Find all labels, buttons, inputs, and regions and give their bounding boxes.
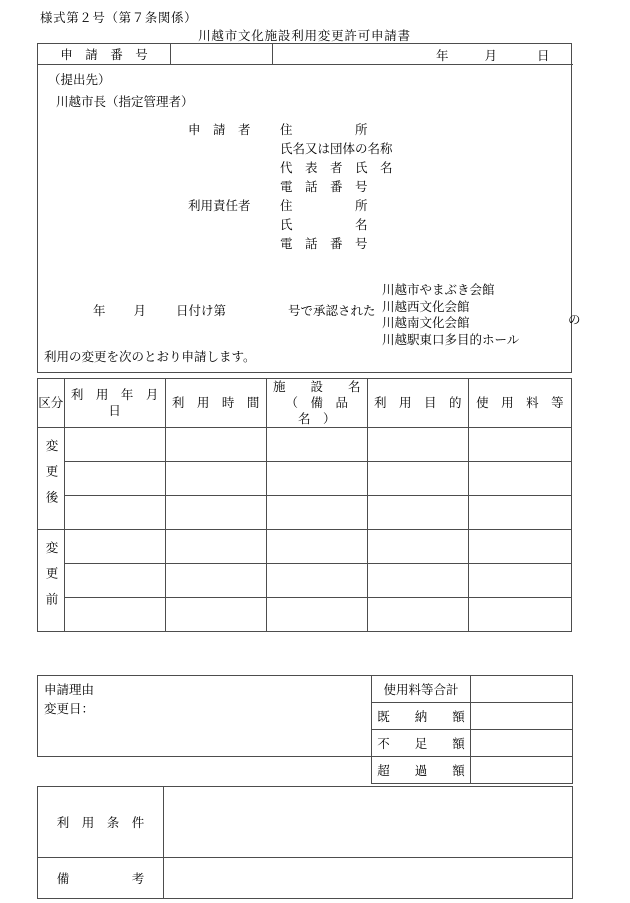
usage-conditions-label: 利 用 条 件	[38, 787, 164, 858]
cell-use-time[interactable]	[165, 598, 266, 632]
remarks-value[interactable]	[164, 858, 573, 899]
remarks-label: 備 考	[38, 858, 164, 899]
cell-use-date[interactable]	[64, 598, 165, 632]
document-title: 川越市文化施設利用変更許可申請書	[198, 28, 411, 43]
fee-value-excess[interactable]	[471, 757, 573, 784]
reason-row	[38, 676, 573, 703]
fee-label-shortfall: 不 足 額	[372, 730, 471, 757]
manager-name-row	[188, 215, 405, 234]
cell-use-date[interactable]	[64, 462, 165, 496]
table-row	[38, 462, 572, 496]
facility-item-1: 川越西文化会館	[382, 298, 470, 314]
approval-year-label: 年	[93, 303, 106, 318]
fee-label-excess: 超 過 額	[372, 757, 471, 784]
cell-facility[interactable]	[266, 428, 367, 462]
manager-name-label: 氏 名	[280, 217, 368, 232]
cell-use-date[interactable]	[64, 530, 165, 564]
recipient-heading: （提出先）	[48, 72, 111, 87]
header-facility	[266, 379, 367, 428]
cell-fee[interactable]	[468, 530, 571, 564]
fee-label-paid: 既 納 額	[372, 703, 471, 730]
cell-facility[interactable]	[266, 530, 367, 564]
cell-purpose[interactable]	[367, 530, 468, 564]
cell-fee[interactable]	[468, 496, 571, 530]
date-month-label: 月	[484, 48, 498, 63]
manager-address-row	[188, 196, 405, 215]
facility-list	[382, 282, 519, 348]
application-statement: 利用の変更を次のとおり申請します。	[44, 349, 256, 364]
applicant-representative-label: 代 表 者 氏 名	[280, 160, 393, 175]
manager-address-label: 住 所	[280, 198, 368, 213]
cell-use-time[interactable]	[165, 496, 266, 530]
cell-use-time[interactable]	[165, 428, 266, 462]
facility-particle: の	[568, 312, 581, 327]
cell-facility[interactable]	[266, 496, 367, 530]
approval-month-label: 月	[133, 303, 147, 318]
cell-use-time[interactable]	[165, 530, 266, 564]
cell-purpose[interactable]	[367, 564, 468, 598]
facility-item-2: 川越南文化会館	[382, 315, 470, 330]
table-row	[38, 496, 572, 530]
header-facility-line2: （ 備 品 名 ）	[285, 395, 361, 426]
applicant-phone-label: 電 話 番 号	[280, 179, 368, 194]
cell-use-date[interactable]	[64, 428, 165, 462]
header-use-date: 利 用 年 月 日	[64, 379, 165, 428]
cell-fee[interactable]	[468, 428, 571, 462]
group-label-before-text: 変更前	[44, 540, 60, 618]
header-kubun: 区分	[38, 379, 65, 428]
usage-conditions-row	[38, 787, 573, 858]
reason-label: 申請理由	[44, 682, 95, 697]
change-details-table	[37, 378, 572, 632]
table-row	[38, 530, 572, 564]
table-row	[38, 564, 572, 598]
group-label-after	[38, 428, 65, 530]
facility-item-0: 川越市やまぶき会館	[382, 282, 495, 297]
applicant-name-label: 氏名又は団体の名称	[280, 141, 393, 156]
header-facility-line1: 施 設 名	[272, 379, 361, 394]
date-year-label: 年	[436, 48, 449, 63]
applicant-address-row	[188, 120, 405, 139]
fee-row	[38, 757, 573, 784]
applicant-role-label: 申 請 者	[188, 122, 251, 137]
applicant-address-label: 住 所	[280, 122, 368, 137]
header-fee: 使 用 料 等	[468, 379, 571, 428]
submission-date-row	[408, 45, 568, 65]
header-purpose: 利 用 目 的	[367, 379, 468, 428]
cell-fee[interactable]	[468, 564, 571, 598]
fee-value-shortfall[interactable]	[471, 730, 573, 757]
change-date-label: 変更日：	[44, 701, 95, 716]
cell-facility[interactable]	[266, 462, 367, 496]
table-row	[38, 428, 572, 462]
cell-purpose[interactable]	[367, 496, 468, 530]
table-row	[38, 598, 572, 632]
applicant-name-row	[188, 139, 405, 158]
cell-fee[interactable]	[468, 462, 571, 496]
table-header-row	[38, 379, 572, 428]
fee-value-paid[interactable]	[471, 703, 573, 730]
approval-reference-line	[93, 299, 376, 321]
cell-use-date[interactable]	[64, 564, 165, 598]
manager-phone-row	[188, 234, 405, 253]
reason-input[interactable]	[38, 676, 372, 757]
group-label-after-text: 変更後	[44, 438, 60, 516]
cell-use-time[interactable]	[165, 564, 266, 598]
form-number: 様式第２号（第７条関係）	[40, 10, 198, 25]
cell-facility[interactable]	[266, 598, 367, 632]
usage-conditions-value[interactable]	[164, 787, 573, 858]
reason-and-fee-table	[37, 675, 573, 784]
cell-fee[interactable]	[468, 598, 571, 632]
reason-spacer	[38, 757, 372, 784]
cell-purpose[interactable]	[367, 428, 468, 462]
applicant-phone-row	[188, 177, 405, 196]
header-use-time: 利 用 時 間	[165, 379, 266, 428]
approval-day-label: 日付け第	[176, 303, 227, 318]
group-label-before	[38, 530, 65, 632]
cell-use-date[interactable]	[64, 496, 165, 530]
cell-use-time[interactable]	[165, 462, 266, 496]
applicant-block	[188, 120, 405, 253]
application-number-input[interactable]	[171, 44, 273, 64]
fee-label-total: 使用料等合計	[372, 676, 471, 703]
fee-value-total[interactable]	[471, 676, 573, 703]
manager-role-label: 利用責任者	[188, 198, 251, 213]
recipient-name: 川越市長（指定管理者）	[56, 94, 194, 109]
approval-number-label: 号で承認された	[288, 303, 376, 318]
remarks-row	[38, 858, 573, 899]
header-frame	[37, 43, 581, 373]
cell-purpose[interactable]	[367, 598, 468, 632]
date-day-label: 日	[537, 48, 550, 63]
cell-facility[interactable]	[266, 564, 367, 598]
manager-phone-label: 電 話 番 号	[280, 236, 368, 251]
cell-purpose[interactable]	[367, 462, 468, 496]
facility-item-3: 川越駅東口多目的ホール	[382, 331, 520, 347]
conditions-table	[37, 786, 573, 899]
applicant-representative-row	[188, 158, 405, 177]
application-number-label: 申 請 番 号	[38, 44, 171, 64]
